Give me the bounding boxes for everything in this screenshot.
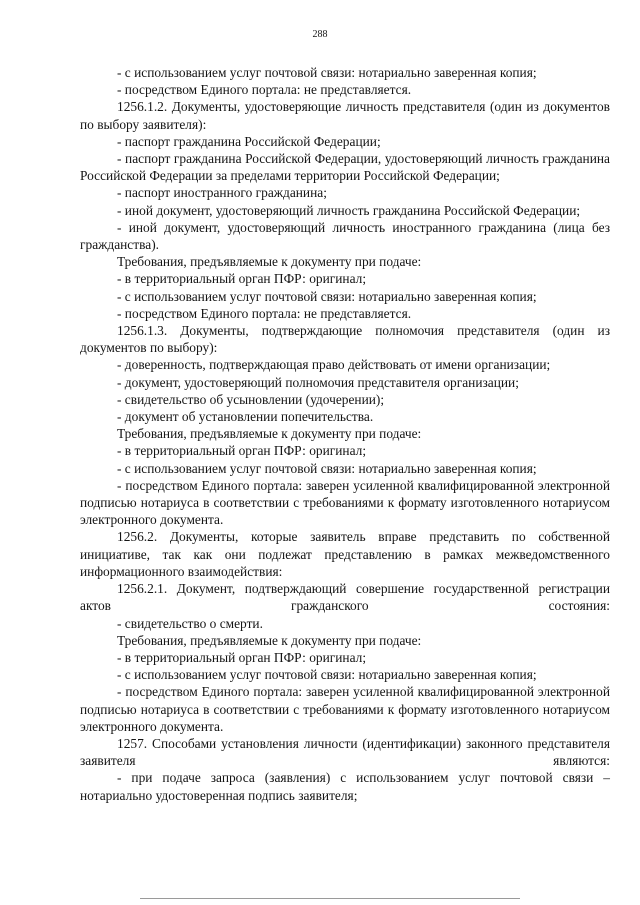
paragraph: - с использованием услуг почтовой связи: нотариально заверенная копия; <box>117 460 537 476</box>
paragraph: - паспорт гражданина Российской Федерации; <box>117 133 381 149</box>
paragraph: 1256.2. Документы, которые заявитель вправе представить по собственной инициативе, так как они подлежат представлению в рамках межведомственного информационного взаимодействия: <box>80 529 610 579</box>
paragraph: Требования, предъявляемые к документу при подаче: <box>117 632 422 648</box>
paragraph: - в территориальный орган ПФР: оригинал; <box>117 271 367 287</box>
paragraph: - посредством Единого портала: заверен усиленной квалифицированной электронной подписью нотариуса в соответствии с требованиями к формату изготовленного нотариусом электронного документа. <box>80 684 610 734</box>
paragraph: - паспорт иностранного гражданина; <box>117 185 327 201</box>
paragraph: Требования, предъявляемые к документу при подаче: <box>117 254 422 270</box>
paragraph: - свидетельство об усыновлении (удочерении); <box>117 391 385 407</box>
document-body <box>80 64 610 804</box>
paragraph: - документ, удостоверяющий полномочия представителя организации; <box>117 374 519 390</box>
paragraph: 1256.1.2. Документы, удостоверяющие личность представителя (один из документов по выбору заявителя): <box>80 99 610 132</box>
paragraph: - с использованием услуг почтовой связи: нотариально заверенная копия; <box>117 667 537 683</box>
paragraph: 1256.2.1. Документ, подтверждающий совершение государственной регистрации актов гражданского состояния: <box>80 581 610 614</box>
paragraph: - посредством Единого портала: не представляется. <box>117 305 412 321</box>
paragraph: - посредством Единого портала: не представляется. <box>117 82 412 98</box>
paragraph: - с использованием услуг почтовой связи: нотариально заверенная копия; <box>117 288 537 304</box>
paragraph: - при подаче запроса (заявления) с использованием услуг почтовой связи – нотариально удостоверенная подпись заявителя; <box>80 770 610 803</box>
paragraph: - иной документ, удостоверяющий личность гражданина Российской Федерации; <box>117 202 581 218</box>
paragraph: - с использованием услуг почтовой связи: нотариально заверенная копия; <box>117 65 537 80</box>
paragraph: - документ об установлении попечительства. <box>117 409 374 425</box>
paragraph: Требования, предъявляемые к документу при подаче: <box>117 426 422 442</box>
paragraph: - в территориальный орган ПФР: оригинал; <box>117 443 367 459</box>
page-number: 288 <box>312 29 328 40</box>
paragraph: - посредством Единого портала: заверен усиленной квалифицированной электронной подписью нотариуса в соответствии с требованиями к формату изготовленного нотариусом электронного документа. <box>80 477 610 528</box>
paragraph: - иной документ, удостоверяющий личность иностранного гражданина (лица без гражданства). <box>80 219 610 253</box>
paragraph: 1257. Способами установления личности (идентификации) законного представителя заявителя являются: <box>80 735 610 769</box>
paragraph: - паспорт гражданина Российской Федерации, удостоверяющий личность гражданина Российской Федерации за пределами территории Российской Федерации; <box>80 151 610 184</box>
scan-edge-line <box>140 898 520 899</box>
paragraph: - доверенность, подтверждающая право действовать от имени организации; <box>117 357 551 373</box>
paragraph: - в территориальный орган ПФР: оригинал; <box>117 649 367 665</box>
paragraph: 1256.1.3. Документы, подтверждающие полномочия представителя (один из документов по выбору): <box>80 323 610 356</box>
paragraph: - свидетельство о смерти. <box>117 615 263 631</box>
